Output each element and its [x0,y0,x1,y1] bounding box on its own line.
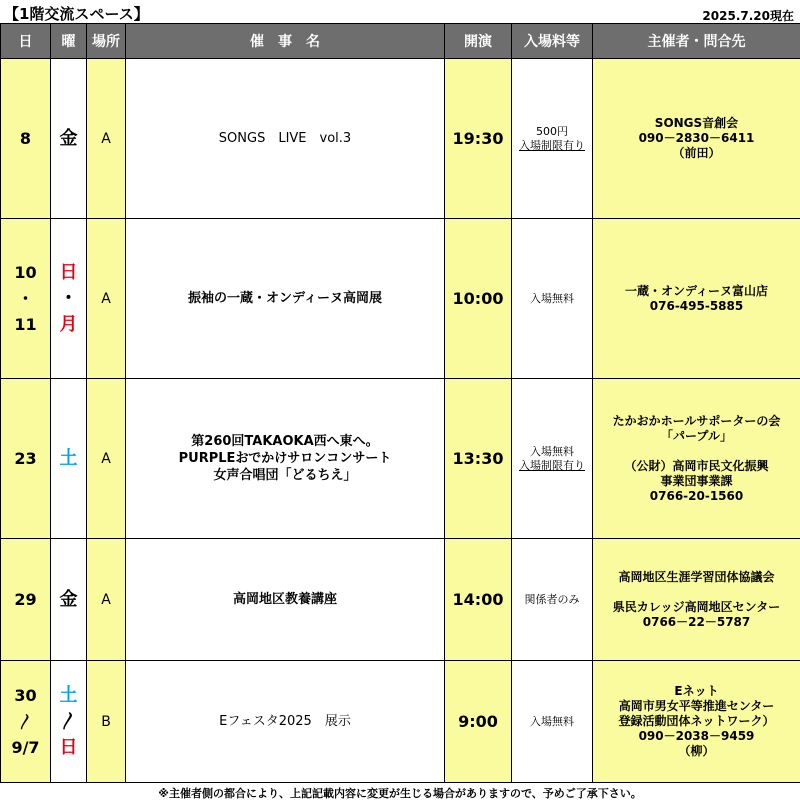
dow-cell: 金 [51,539,87,661]
page-title: 【1階交流スペース】 [4,5,149,23]
time-cell: 10:00 [445,219,512,379]
event-cell: Eフェスタ2025 展示 [126,661,445,783]
date-cell: 8 [1,59,51,219]
event-cell: 高岡地区教養講座 [126,539,445,661]
header-time: 開演 [445,24,512,59]
time-cell: 14:00 [445,539,512,661]
time-cell: 9:00 [445,661,512,783]
venue-cell: A [87,219,126,379]
dow-cell: 日 ・ 月 [51,219,87,379]
date-cell: 10 ・ 11 [1,219,51,379]
table-row [1,219,800,379]
venue-cell: B [87,661,126,783]
dow-cell: 金 [51,59,87,219]
updated-date: 2025.7.20現在 [702,9,794,23]
date-cell: 29 [1,539,51,661]
event-cell: 第260回TAKAOKA西へ東へ。 PURPLEおでかけサロンコンサート 女声合唱団「どるちえ」 [126,379,445,539]
organizer-cell: たかおかホールサポーターの会 「パープル」 （公財）高岡市民文化振興 事業団事業課 0766-20-1560 [593,379,800,539]
organizer-cell: SONGS音創会 090－2830－6411 （前田） [593,59,800,219]
schedule-table [0,23,800,783]
fee-cell: 入場無料 入場制限有り [512,379,593,539]
header-venue: 場所 [87,24,126,59]
venue-cell: A [87,379,126,539]
time-cell: 19:30 [445,59,512,219]
footnote: ※主催者側の都合により、上記記載内容に変更が生じる場合がありますので、予めご了承下さい。 [158,787,642,800]
header-day: 日 [1,24,51,59]
table-row [1,379,800,539]
date-cell: 30 〳 9/7 [1,661,51,783]
time-cell: 13:30 [445,379,512,539]
table-row [1,661,800,783]
venue-cell: A [87,539,126,661]
header-organizer: 主催者・問合先 [593,24,800,59]
venue-cell: A [87,59,126,219]
fee-cell: 入場無料 [512,219,593,379]
header-row [1,24,800,59]
fee-cell: 入場無料 [512,661,593,783]
organizer-cell: 高岡地区生涯学習団体協議会 県民カレッジ高岡地区センター 0766－22－5787 [593,539,800,661]
table-row [1,59,800,219]
dow-cell: 土 [51,379,87,539]
organizer-cell: Eネット 高岡市男女平等推進センター 登録活動団体ネットワーク） 090－2038－9459 （柳） [593,661,800,783]
event-cell: 振袖の一蔵・オンディーヌ高岡展 [126,219,445,379]
event-cell: SONGS LIVE vol.3 [126,59,445,219]
dow-cell: 土 〳 日 [51,661,87,783]
organizer-cell: 一蔵・オンディーヌ富山店 076-495-5885 [593,219,800,379]
date-cell: 23 [1,379,51,539]
header-event: 催 事 名 [126,24,445,59]
header-fee: 入場料等 [512,24,593,59]
fee-cell: 500円 入場制限有り [512,59,593,219]
fee-cell: 関係者のみ [512,539,593,661]
header-dow: 曜 [51,24,87,59]
table-row [1,539,800,661]
